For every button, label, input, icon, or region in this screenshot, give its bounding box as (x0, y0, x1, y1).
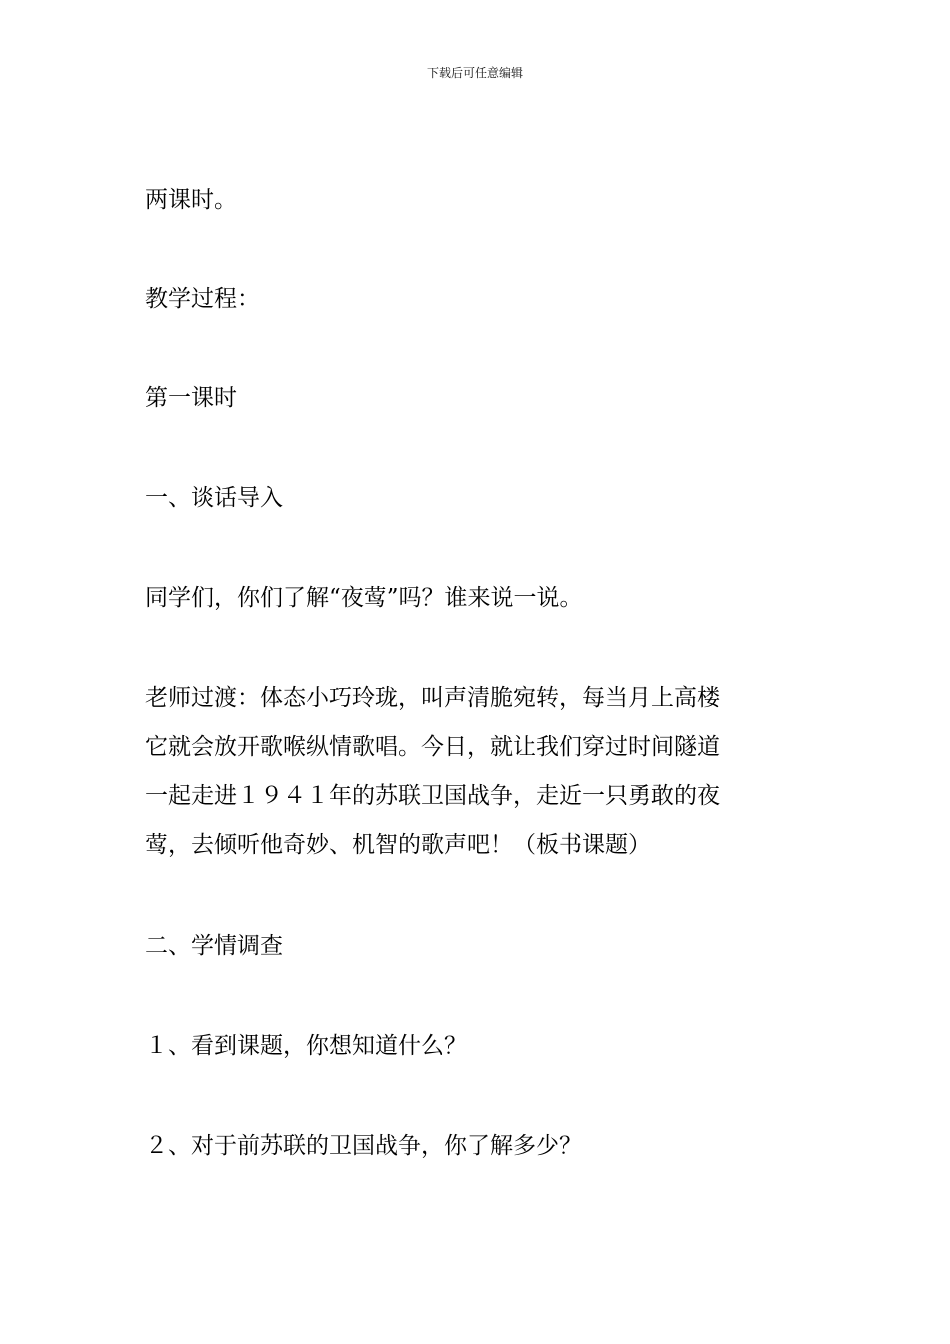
teacher-transition-paragraph (145, 674, 810, 870)
page-header: 下载后可任意编辑 (426, 66, 523, 80)
teaching-process-heading: 教学过程： (145, 286, 260, 312)
lesson-one-heading: 第一课时 (145, 385, 237, 411)
transition-line: 老师过渡：体态小巧玲珑，叫声清脆宛转，每当月上高楼 (145, 685, 720, 711)
transition-line: 一起走进１９４１年的苏联卫国战争，走近一只勇敢的夜 (145, 783, 720, 809)
section-one-heading: 一、谈话导入 (145, 485, 283, 511)
transition-line: 它就会放开歌喉纵情歌唱。今日，就让我们穿过时间隧道 (145, 734, 720, 760)
transition-line: 莺，去倾听他奇妙、机智的歌声吧！（板书课题） (145, 832, 651, 858)
class-hours-text: 两课时。 (145, 187, 237, 213)
survey-item-one: １、看到课题，你想知道什么？ (145, 1033, 467, 1059)
survey-item-two: ２、对于前苏联的卫国战争，你了解多少？ (145, 1133, 582, 1159)
section-two-heading: 二、学情调查 (145, 933, 283, 959)
intro-question: 同学们，你们了解“夜莺”吗？谁来说一说。 (145, 585, 583, 611)
